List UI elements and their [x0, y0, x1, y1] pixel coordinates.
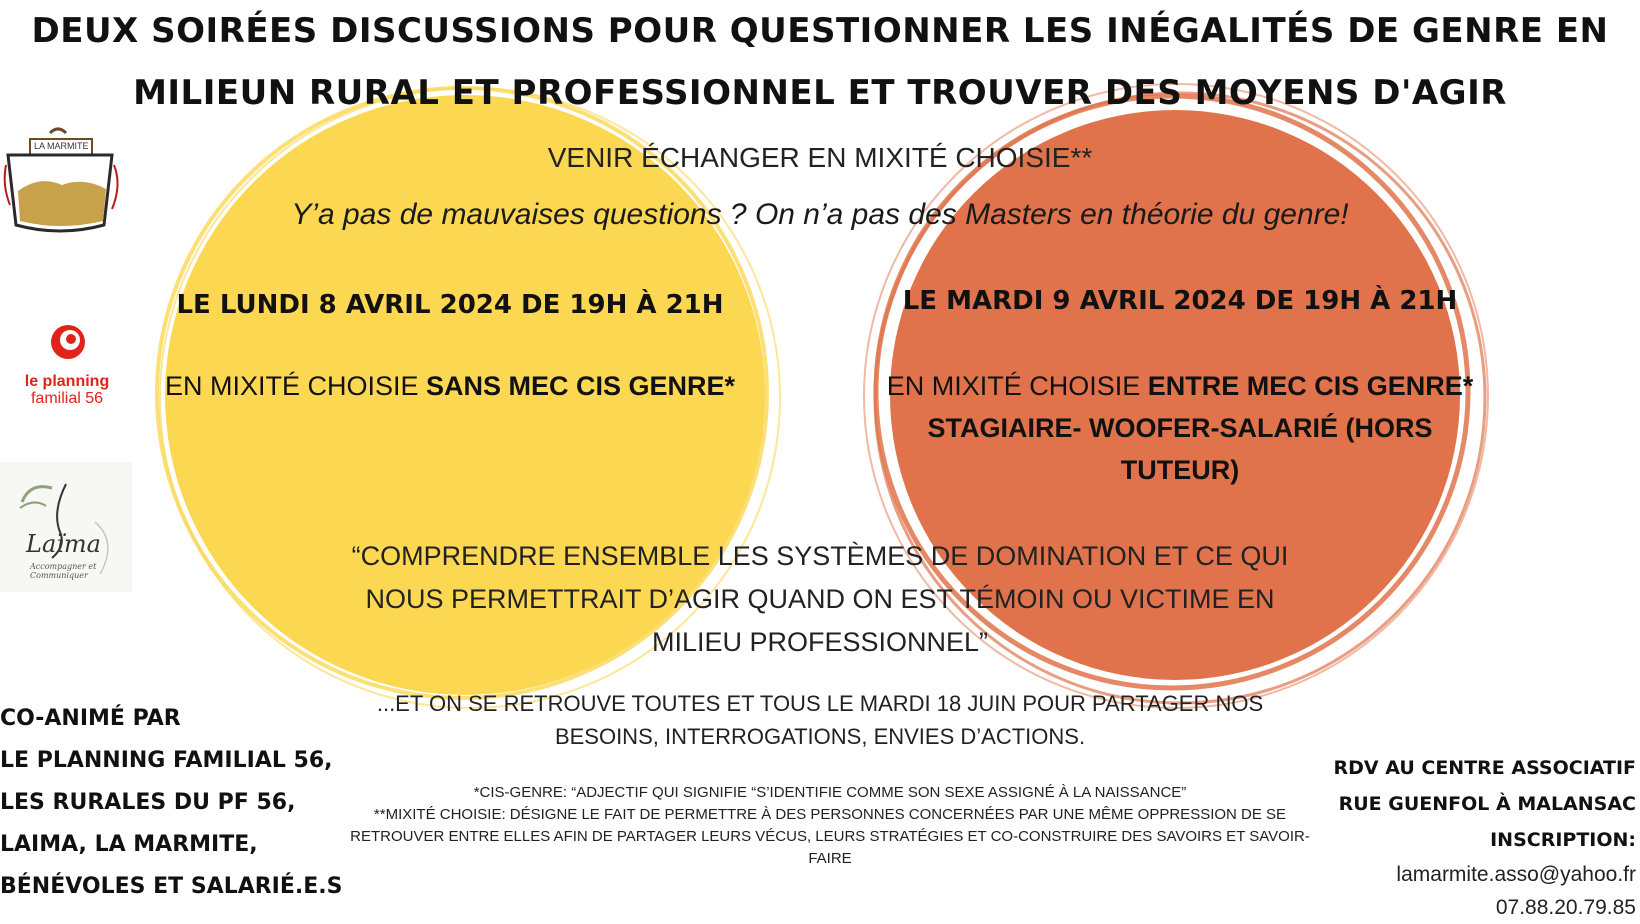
footnotes	[320, 782, 1340, 870]
rdv-line-3: INSCRIPTION:	[1490, 829, 1636, 851]
title-line-2: MILIEUN RURAL ET PROFESSIONNEL ET TROUVER DES MOYENS D'AGIR	[133, 73, 1507, 113]
laima-logo	[0, 462, 132, 592]
credits-line-2: LE PLANNING FAMILIAL 56,	[0, 748, 333, 773]
rdv-line-1: RDV AU CENTRE ASSOCIATIF	[1333, 757, 1636, 779]
footnote-cis: *CIS-GENRE: “ADJECTIF QUI SIGNIFIE “S’IDENTIFIE COMME SON SEXE ASSIGNÉ À LA NAISSANCE”	[473, 784, 1187, 801]
quote-line-3: MILIEU PROFESSIONNEL”	[651, 627, 989, 657]
planning-familial-logo	[18, 320, 116, 412]
quote	[210, 535, 1430, 664]
main-title	[0, 0, 1640, 124]
laima-logo-subtitle: Accompagner et Communiquer	[30, 562, 97, 580]
mixite-bold: SANS MEC CIS GENRE*	[425, 371, 736, 401]
spiral-icon	[18, 320, 116, 368]
event-date-monday: LE LUNDI 8 AVRIL 2024 DE 19H À 21H	[176, 290, 724, 320]
marmite-logo-text: LA MARMITE	[34, 141, 89, 151]
la-marmite-logo	[0, 125, 125, 245]
quote-line-2: NOUS PERMETTRAIT D’AGIR QUAND ON EST TÉMOIN OU VICTIME EN	[365, 584, 1275, 614]
rdv-block	[1236, 750, 1636, 924]
mixite-bold-line-1: ENTRE MEC CIS GENRE*	[1147, 371, 1474, 401]
planning-logo-line-2: familial 56	[30, 390, 104, 407]
event-mixite-tuesday	[820, 365, 1540, 491]
reunion-line-2: BESOINS, INTERROGATIONS, ENVIES D’ACTIONS.	[554, 724, 1086, 749]
credits-line-1: CO-ANIMÉ PAR	[0, 706, 181, 731]
event-date-tuesday: LE MARDI 9 AVRIL 2024 DE 19H À 21H	[902, 286, 1458, 316]
reunion-line-1: ...ET ON SE RETROUVE TOUTES ET TOUS LE MARDI 18 JUIN POUR PARTAGER NOS	[376, 691, 1264, 716]
credits-line-4: LAIMA, LA MARMITE,	[0, 832, 258, 857]
footnote-mixite-2: RETROUVER ENTRE ELLES AFIN DE PARTAGER LEURS VÉCUS, LEURS STRATÉGIES ET CO-CONSTRUIRE DES SAVOIRS ET SAVOIR-	[350, 828, 1310, 845]
planning-logo-line-1: le planning	[24, 373, 110, 390]
mixite-bold-line-3: TUTEUR)	[1120, 455, 1240, 485]
reunion-text	[300, 687, 1340, 753]
mixite-bold-line-2: STAGIAIRE- WOOFER-SALARIÉ (HORS	[927, 413, 1433, 443]
contact-email[interactable]: lamarmite.asso@yahoo.fr	[1396, 863, 1636, 886]
footnote-mixite-3: FAIRE	[808, 850, 852, 867]
contact-phone[interactable]: 07.88.20.79.85	[1495, 896, 1636, 919]
mixite-prefix: EN MIXITÉ CHOISIE	[886, 371, 1148, 401]
title-line-1: DEUX SOIRÉES DISCUSSIONS POUR QUESTIONNER LES INÉGALITÉS DE GENRE EN	[31, 11, 1609, 51]
credits	[0, 698, 342, 908]
quote-line-1: “COMPRENDRE ENSEMBLE LES SYSTÈMES DE DOMINATION ET CE QUI	[351, 541, 1289, 571]
event-mixite-monday	[110, 365, 790, 407]
credits-line-5: BÉNÉVOLES ET SALARIÉ.E.S	[0, 874, 343, 899]
laima-logo-text: Laïma	[26, 530, 101, 558]
rdv-line-2: RUE GUENFOL À MALANSAC	[1338, 793, 1636, 815]
subtitle: VENIR ÉCHANGER EN MIXITÉ CHOISIE**	[547, 142, 1093, 173]
mixite-prefix: EN MIXITÉ CHOISIE	[164, 371, 426, 401]
tagline: Y’a pas de mauvaises questions ? On n’a pas des Masters en théorie du genre!	[291, 198, 1349, 231]
credits-line-3: LES RURALES DU PF 56,	[0, 790, 296, 815]
footnote-mixite-1: **MIXITÉ CHOISIE: DÉSIGNE LE FAIT DE PERMETTRE À DES PERSONNES CONCERNÉES PAR UNE MÊME OPPRESSION DE SE	[373, 806, 1287, 823]
